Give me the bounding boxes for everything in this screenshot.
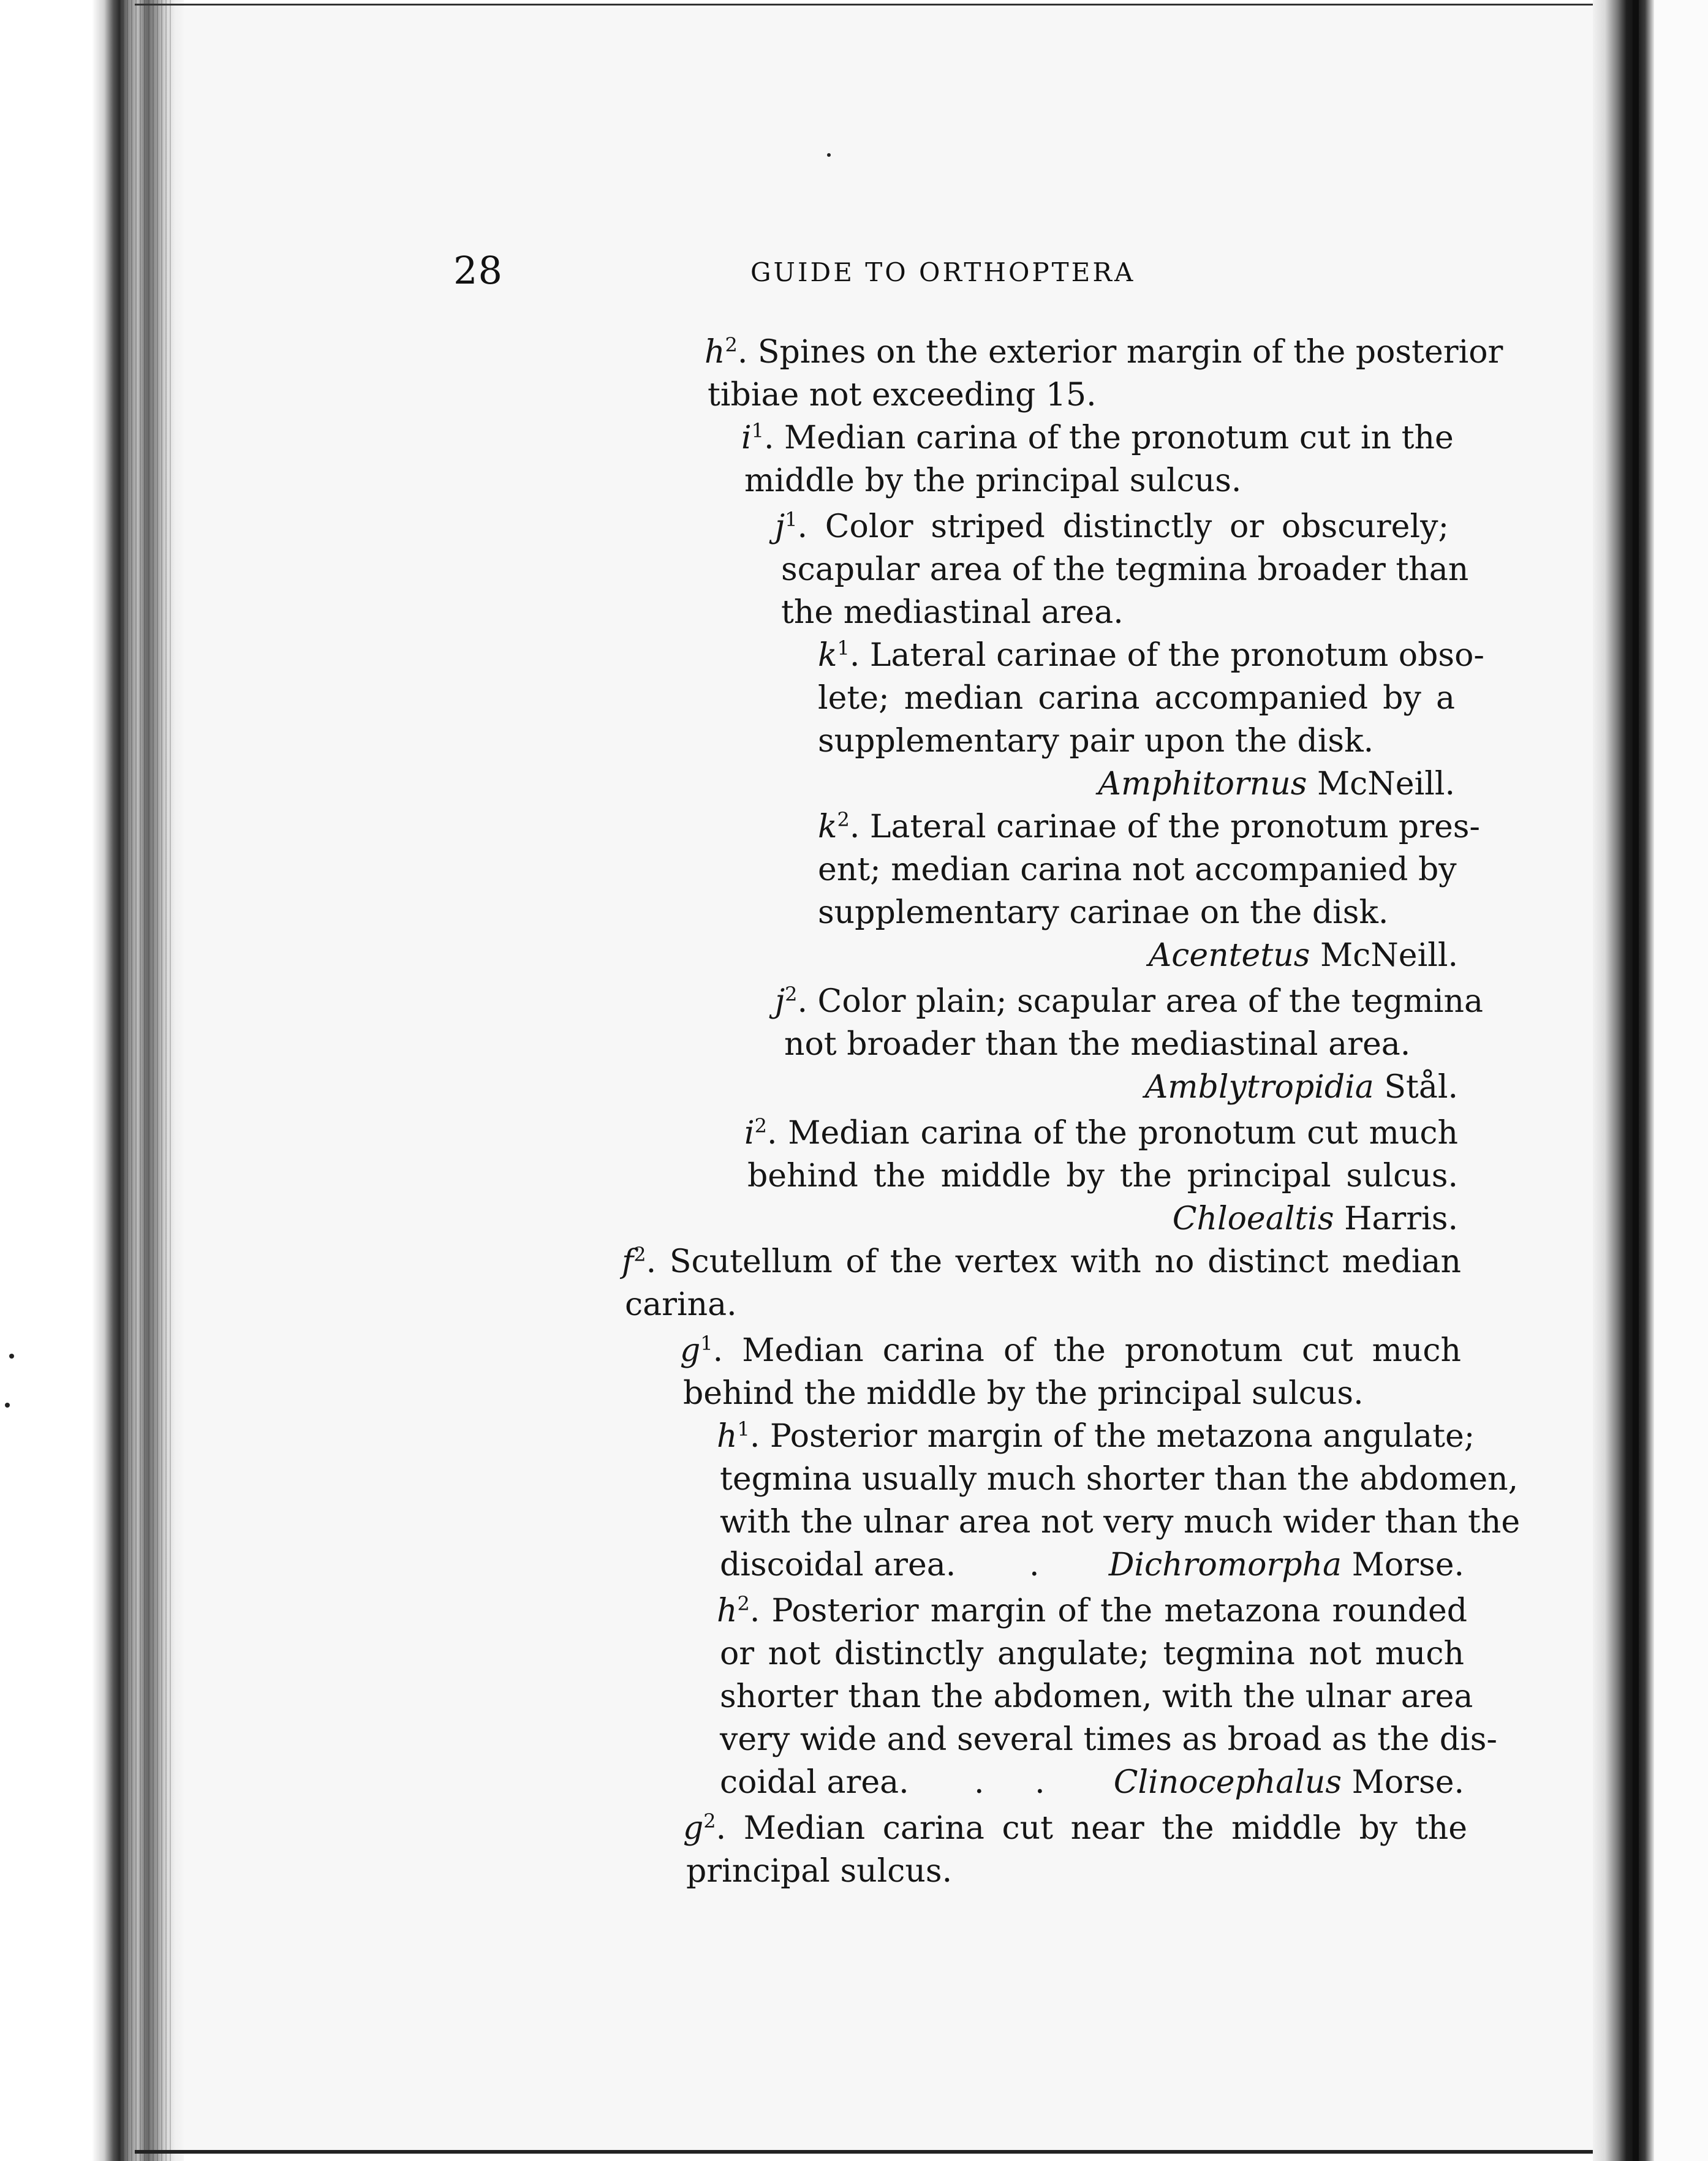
- genus-line: coidal area. . . Clinocephalus Morse.: [720, 1761, 1464, 1804]
- key-line: shorter than the abdomen, with the ulnar area: [720, 1678, 1473, 1715]
- key-label: $k^1$: [818, 636, 850, 674]
- key-line: supplementary pair upon the disk.: [818, 723, 1374, 760]
- key-label: $g^2$: [683, 1809, 716, 1847]
- leader-dots: . .: [974, 1764, 1045, 1801]
- key-line: very wide and several times as broad as the dis-: [720, 1721, 1497, 1758]
- key-label: $j^1$: [775, 508, 798, 545]
- genus-line: [784, 1066, 1458, 1109]
- key-label: $h^2$: [717, 1592, 750, 1629]
- key-line: not broader than the mediastinal area.: [784, 1026, 1411, 1063]
- leader-dots: .: [1029, 1547, 1040, 1583]
- key-label: $j^2$: [775, 982, 798, 1020]
- key-line: with the ulnar area not very much wider than the: [720, 1504, 1521, 1541]
- key-label: $h^2$: [705, 333, 738, 371]
- genus-author: Morse.: [1351, 1547, 1464, 1583]
- key-line: ent; median carina not accompanied by: [818, 851, 1457, 888]
- key-line: the mediastinal area.: [781, 594, 1124, 631]
- key-line: $h^1$. Posterior margin of the metazona angulate;: [717, 1417, 1475, 1455]
- genus-line: [747, 1197, 1458, 1240]
- scan-speck: [9, 1354, 14, 1359]
- key-line: $h^2$. Spines on the exterior margin of the posterior: [705, 333, 1503, 371]
- genus-line: discoidal area. . Dichromorpha Morse.: [720, 1544, 1464, 1586]
- key-label: $i^2$: [744, 1114, 767, 1152]
- key-line: $j^1$. Color striped distinctly or obscurely;: [775, 508, 1449, 545]
- key-label: $k^2$: [818, 808, 850, 845]
- scan-speck: [5, 1403, 10, 1408]
- genus-entry: [1109, 1544, 1464, 1586]
- key-line: tegmina usually much shorter than the abdomen,: [720, 1461, 1519, 1498]
- key-line: behind the middle by the principal sulcus.: [683, 1375, 1364, 1412]
- key-line: $h^2$. Posterior margin of the metazona rounded: [717, 1592, 1467, 1629]
- top-edge: [135, 4, 1605, 6]
- key-line: $g^2$. Median carina cut near the middle by the: [683, 1809, 1467, 1847]
- key-line: $i^2$. Median carina of the pronotum cut much: [744, 1114, 1458, 1152]
- key-line: or not distinctly angulate; tegmina not much: [720, 1635, 1464, 1672]
- genus-name: Clinocephalus: [1113, 1764, 1342, 1801]
- next-page-strip: [1654, 0, 1708, 2161]
- key-line: scapular area of the tegmina broader than: [781, 551, 1469, 588]
- key-line: $f^2$. Scutellum of the vertex with no distinct median: [622, 1243, 1461, 1280]
- genus-author: Harris.: [1344, 1201, 1458, 1237]
- key-label: $f^2$: [622, 1243, 646, 1280]
- genus-author: McNeill.: [1320, 937, 1458, 974]
- genus-entry: [1114, 1761, 1464, 1804]
- key-line: tibiae not exceeding 15.: [708, 377, 1097, 413]
- genus-author: Stål.: [1384, 1069, 1458, 1106]
- genus-name: Dichromorpha: [1108, 1547, 1342, 1583]
- genus-line: [818, 763, 1455, 805]
- key-line: behind the middle by the principal sulcus.: [747, 1158, 1458, 1194]
- key-line: $j^2$. Color plain; scapular area of the tegmina: [775, 982, 1483, 1020]
- key-line: supplementary carinae on the disk.: [818, 894, 1389, 931]
- running-head: GUIDE TO ORTHOPTERA: [750, 257, 1136, 287]
- page-edge-right: [1593, 0, 1654, 2161]
- key-line: lete; median carina accompanied by a: [818, 680, 1455, 717]
- genus-author: Morse.: [1351, 1764, 1464, 1801]
- genus-name: Acentetus: [1148, 937, 1310, 974]
- genus-author: McNeill.: [1317, 766, 1455, 802]
- bottom-edge: [135, 2150, 1617, 2154]
- key-label: $i^1$: [741, 419, 764, 456]
- key-line: principal sulcus.: [686, 1853, 953, 1890]
- scan-speck: [827, 153, 831, 157]
- key-line: $k^2$. Lateral carinae of the pronotum pres-: [818, 808, 1480, 845]
- key-line: carina.: [625, 1286, 737, 1323]
- page-number: 28: [453, 248, 503, 293]
- genus-name: Amphitornus: [1098, 766, 1307, 802]
- key-line: $k^1$. Lateral carinae of the pronotum obso-: [818, 636, 1484, 674]
- key-line: $g^1$. Median carina of the pronotum cut much: [680, 1332, 1461, 1369]
- key-line: $i^1$. Median carina of the pronotum cut in the: [741, 419, 1454, 456]
- key-label: $h^1$: [717, 1417, 750, 1455]
- genus-name: Chloealtis: [1172, 1201, 1334, 1237]
- key-label: $g^1$: [680, 1332, 713, 1369]
- genus-name: Amblytropidia: [1144, 1069, 1374, 1106]
- genus-line: [818, 934, 1458, 977]
- page-stack-lines: [123, 0, 172, 2161]
- page-edge-dark-rule: [1633, 0, 1639, 2161]
- key-line: middle by the principal sulcus.: [744, 462, 1242, 499]
